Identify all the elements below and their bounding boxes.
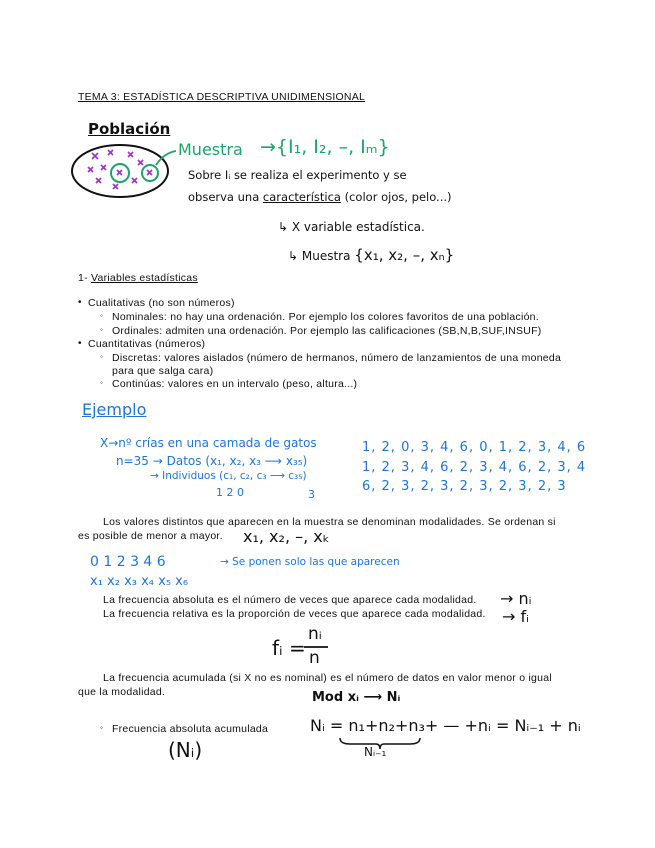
data-row-1: 1, 2, 0, 3, 4, 6, 0, 1, 2, 3, 4, 6 xyxy=(362,440,587,455)
bullet-cualitativas: Cualitativas (no son números) xyxy=(88,297,235,309)
modalidades-note: → Se ponen solo las que aparecen xyxy=(220,556,400,568)
freq-acumulada-under: Nᵢ₋₁ xyxy=(364,745,387,759)
freq-acumulada-label: Frecuencia absoluta acumulada xyxy=(112,723,269,735)
intro-line-2-a: observa una xyxy=(188,190,260,204)
section-1-title: Variables estadísticas xyxy=(91,272,198,284)
intro-line-4-a: ↳ Muestra xyxy=(288,249,351,263)
paragraph-2-line-1: La frecuencia acumulada (si X no es nominal) es el número de datos en valor menor o igual xyxy=(103,672,552,684)
intro-line-4-b: {x₁, x₂, –, xₙ} xyxy=(354,246,455,264)
bullet-continuas: Continúas: valores en un intervalo (peso, altura...) xyxy=(112,378,358,390)
intro-line-2-c: (color ojos, pelo...) xyxy=(344,190,452,204)
bullet-circle: ◦ xyxy=(100,378,103,387)
bullet-circle: ◦ xyxy=(100,352,103,361)
freq-absoluta-text: La frecuencia absoluta es el número de veces que aparece cada modalidad. xyxy=(103,594,477,606)
bullet-circle: ◦ xyxy=(100,311,103,320)
data-row-3: 6, 2, 3, 2, 3, 2, 3, 2, 3, 2, 3 xyxy=(362,479,567,494)
ejemplo-line-2: n=35 → Datos (x₁, x₂, x₃ ⟶ x₃₅) xyxy=(116,454,308,468)
bullet-circle: ◦ xyxy=(100,723,103,732)
modalidades-labels: x₁ x₂ x₃ x₄ x₅ x₆ xyxy=(90,574,189,589)
population-ellipse-drawing xyxy=(68,140,178,205)
freq-relativa-text: La frecuencia relativa es la proporción de veces que aparece cada modalidad. xyxy=(103,608,486,620)
formula-lhs: fᵢ = xyxy=(272,636,306,660)
ejemplo-line-4: 1 2 0 xyxy=(216,486,244,499)
data-row-2: 1, 2, 3, 4, 6, 2, 3, 4, 6, 2, 3, 4 xyxy=(362,460,587,475)
bullet-discretas-cont: para que salga cara) xyxy=(112,365,214,377)
bullet-discretas: Discretas: valores aislados (número de hermanos, número de lanzamientos de una moneda xyxy=(112,352,562,364)
section-1-heading xyxy=(78,272,198,284)
intro-line-2 xyxy=(188,190,452,204)
modalidades-set: x₁, x₂, –, xₖ xyxy=(243,527,330,546)
bullet-cuantitativas: Cuantitativas (números) xyxy=(88,338,206,350)
poblacion-heading: Población xyxy=(88,120,171,138)
formula-denominator: n xyxy=(309,648,320,668)
section-1-number: 1- xyxy=(78,272,88,284)
muestra-set: →{I₁, I₂, –, Iₘ} xyxy=(260,136,390,158)
paragraph-2-line-2: que la modalidad. xyxy=(78,686,166,698)
intro-line-4 xyxy=(288,246,454,264)
paragraph-1-line-1: Los valores distintos que aparecen en la muestra se denominan modalidades. Se ordenan si xyxy=(103,516,556,528)
modalidades-values: 0 1 2 3 4 6 xyxy=(90,554,166,570)
freq-acumulada-formula: Nᵢ = n₁+n₂+n₃+ — +nᵢ = Nᵢ₋₁ + nᵢ xyxy=(310,716,581,735)
intro-line-3: ↳ X variable estadística. xyxy=(278,220,425,234)
ejemplo-line-3: → Individuos (c₁, c₂, c₃ ⟶ c₃₅) xyxy=(150,470,307,482)
freq-relativa-symbol: → fᵢ xyxy=(502,607,529,626)
intro-line-2-b: característica xyxy=(262,190,341,204)
bullet-ordinales: Ordinales: admiten una ordenación. Por ejemplo las calificaciones (SB,N,B,SUF,INSUF) xyxy=(112,325,542,337)
paragraph-1-line-2: es posible de menor a mayor. xyxy=(78,530,223,542)
ejemplo-line-1: X→nº crías en una camada de gatos xyxy=(100,436,317,450)
mod-note: Mod xᵢ ⟶ Nᵢ xyxy=(312,690,401,705)
bullet-dot: • xyxy=(78,297,82,308)
bullet-nominales: Nominales: no hay una ordenación. Por ejemplo los colores favoritos de una población. xyxy=(112,311,539,323)
muestra-label: Muestra xyxy=(178,140,243,159)
freq-acumulada-symbol: (Nᵢ) xyxy=(168,738,203,762)
intro-line-1: Sobre Iᵢ se realiza el experimento y se xyxy=(188,168,407,182)
bullet-dot: • xyxy=(78,338,82,349)
freq-absoluta-symbol: → nᵢ xyxy=(500,589,532,608)
ejemplo-line-4b: 3 xyxy=(308,488,315,501)
formula-numerator: nᵢ xyxy=(308,624,322,644)
bullet-circle: ◦ xyxy=(100,325,103,334)
page-title: TEMA 3: ESTADÍSTICA DESCRIPTIVA UNIDIMENSIONAL xyxy=(78,91,366,103)
ejemplo-label: Ejemplo xyxy=(82,400,147,419)
